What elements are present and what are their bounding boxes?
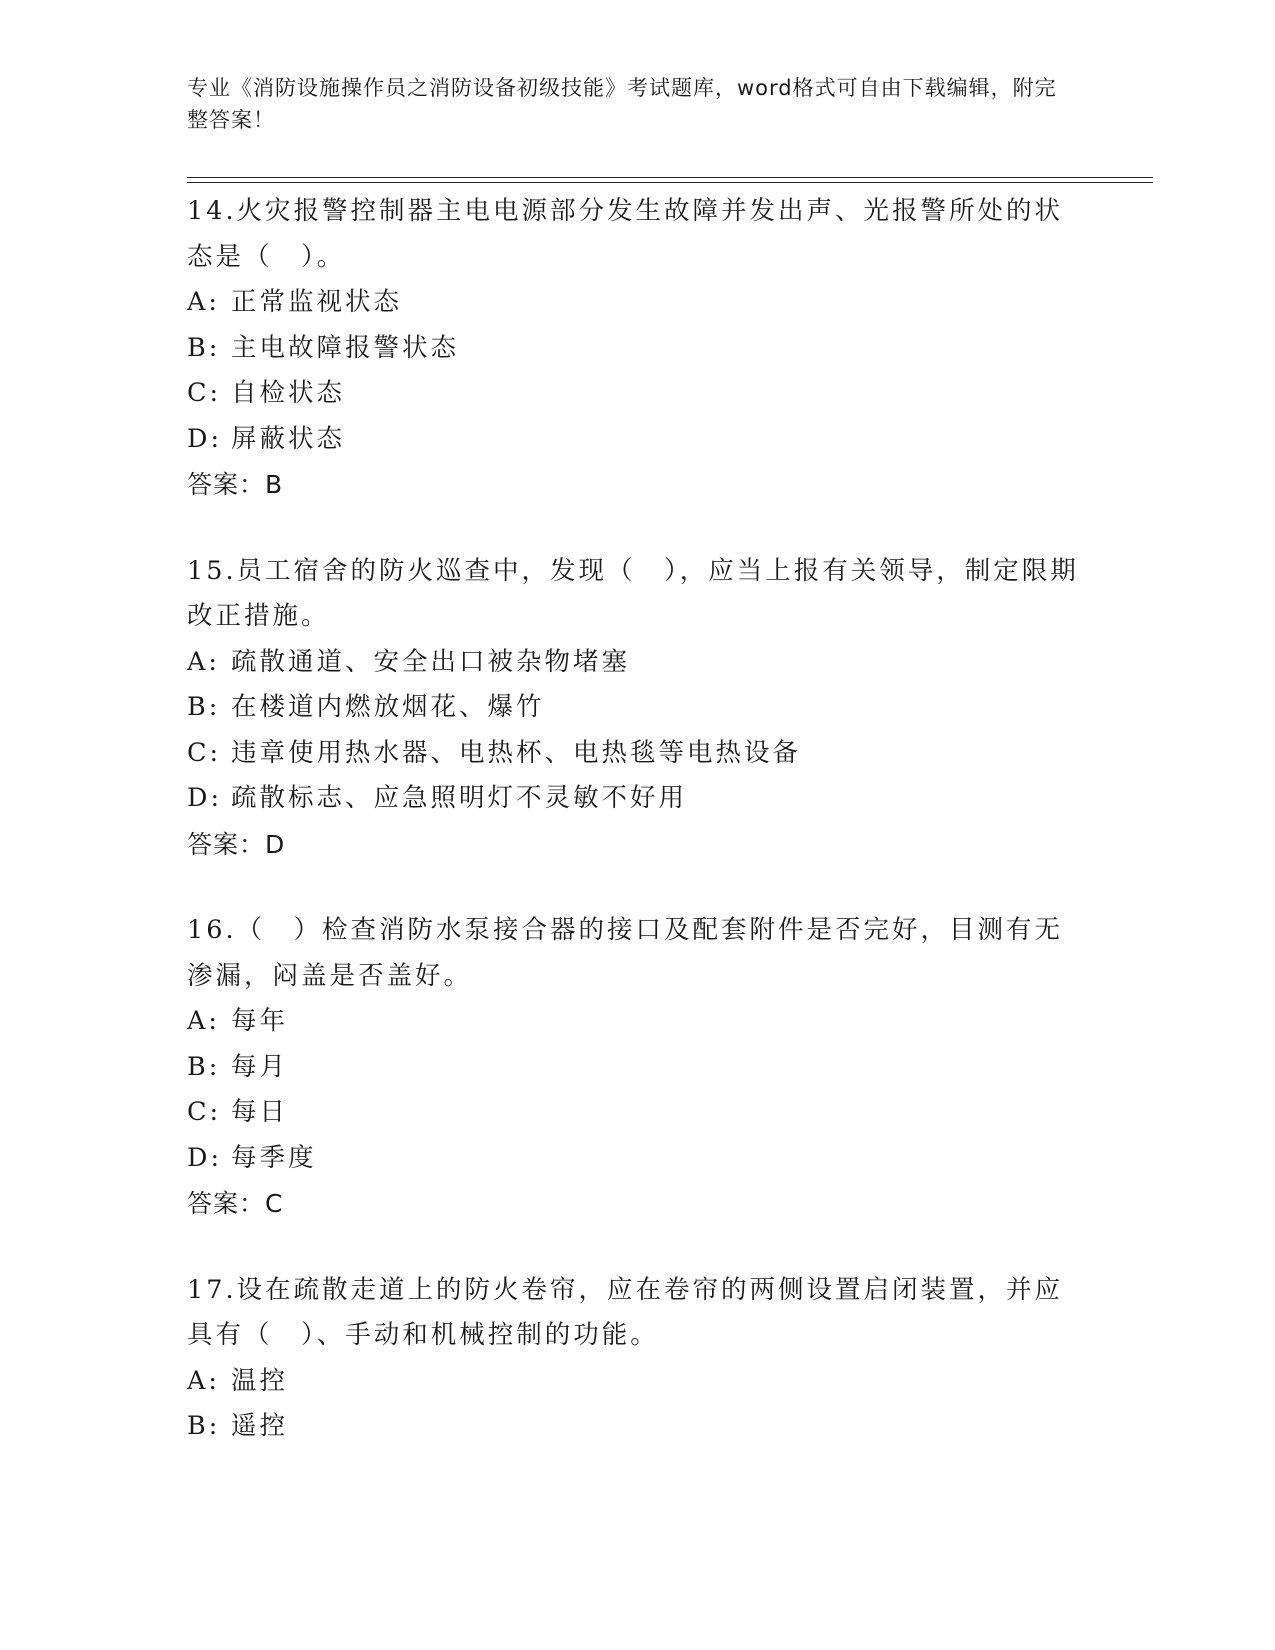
- option-key: D:: [187, 1142, 223, 1173]
- question-list: [187, 189, 1087, 1491]
- question-15: [187, 549, 1087, 868]
- option-key: D:: [187, 783, 223, 813]
- option-key: A:: [187, 646, 221, 677]
- option-a: [187, 999, 1087, 1045]
- option-key: A:: [187, 1365, 221, 1396]
- option-b: [187, 326, 1087, 372]
- answer-line: 答案：B: [187, 470, 284, 499]
- option-text: 每季度: [231, 1142, 317, 1173]
- option-key: A:: [187, 287, 221, 317]
- header-divider-bottom: [187, 182, 1153, 183]
- question-stem: 14.火灾报警控制器主电电源部分发生故障并发出声、光报警所处的状态是（ ）。: [187, 196, 1064, 272]
- option-text: 疏散通道、安全出口被杂物堵塞: [231, 646, 631, 677]
- option-text: 遥控: [231, 1411, 289, 1441]
- option-key: C:: [187, 737, 222, 768]
- answer-line: 答案：C: [187, 1189, 284, 1218]
- option-b: [187, 1045, 1087, 1091]
- option-b: [187, 685, 1087, 731]
- option-text: 正常监视状态: [231, 287, 403, 317]
- question-stem: 17.设在疏散走道上的防火卷帘，应在卷帘的两侧设置启闭装置，并应具有（ ）、手动和机械控制的功能。: [187, 1274, 1064, 1350]
- option-key: C:: [187, 1097, 222, 1127]
- option-a: [187, 280, 1087, 326]
- option-text: 疏散标志、应急照明灯不灵敏不好用: [231, 783, 688, 813]
- header-divider-top: [187, 177, 1153, 178]
- question-stem: 15.员工宿舍的防火巡查中，发现（ ），应当上报有关领导，制定限期改正措施。: [187, 555, 1079, 631]
- option-c: [187, 371, 1087, 417]
- question-16: [187, 908, 1087, 1227]
- option-c: [187, 731, 1087, 777]
- option-text: 每年: [231, 1006, 289, 1036]
- option-c: [187, 1090, 1087, 1136]
- option-text: 主电故障报警状态: [231, 332, 460, 363]
- option-d: [187, 417, 1087, 463]
- option-text: 自检状态: [231, 378, 346, 408]
- question-17: [187, 1268, 1087, 1450]
- option-text: 每月: [231, 1051, 289, 1082]
- answer-line: 答案：D: [187, 829, 286, 859]
- option-d: [187, 776, 1087, 822]
- option-key: C:: [187, 378, 222, 408]
- option-key: B:: [187, 1051, 221, 1082]
- option-text: 每日: [231, 1097, 289, 1127]
- option-key: B:: [187, 692, 221, 722]
- option-d: [187, 1136, 1087, 1182]
- option-text: 违章使用热水器、电热杯、电热毯等电热设备: [231, 737, 802, 768]
- option-key: D:: [187, 423, 223, 454]
- option-a: [187, 640, 1087, 686]
- option-b: [187, 1404, 1087, 1450]
- question-14: [187, 189, 1087, 508]
- option-key: A:: [187, 1006, 221, 1036]
- option-text: 温控: [231, 1365, 289, 1396]
- document-header: 专业《消防设施操作员之消防设备初级技能》考试题库，word格式可自由下载编辑，附完整答案！: [187, 76, 1057, 132]
- option-key: B:: [187, 332, 221, 363]
- question-stem: 16.（ ）检查消防水泵接合器的接口及配套附件是否完好，目测有无渗漏，闷盖是否盖好。: [187, 915, 1064, 991]
- option-a: [187, 1359, 1087, 1405]
- option-key: B:: [187, 1411, 221, 1441]
- option-text: 在楼道内燃放烟花、爆竹: [231, 692, 545, 722]
- option-text: 屏蔽状态: [231, 423, 346, 454]
